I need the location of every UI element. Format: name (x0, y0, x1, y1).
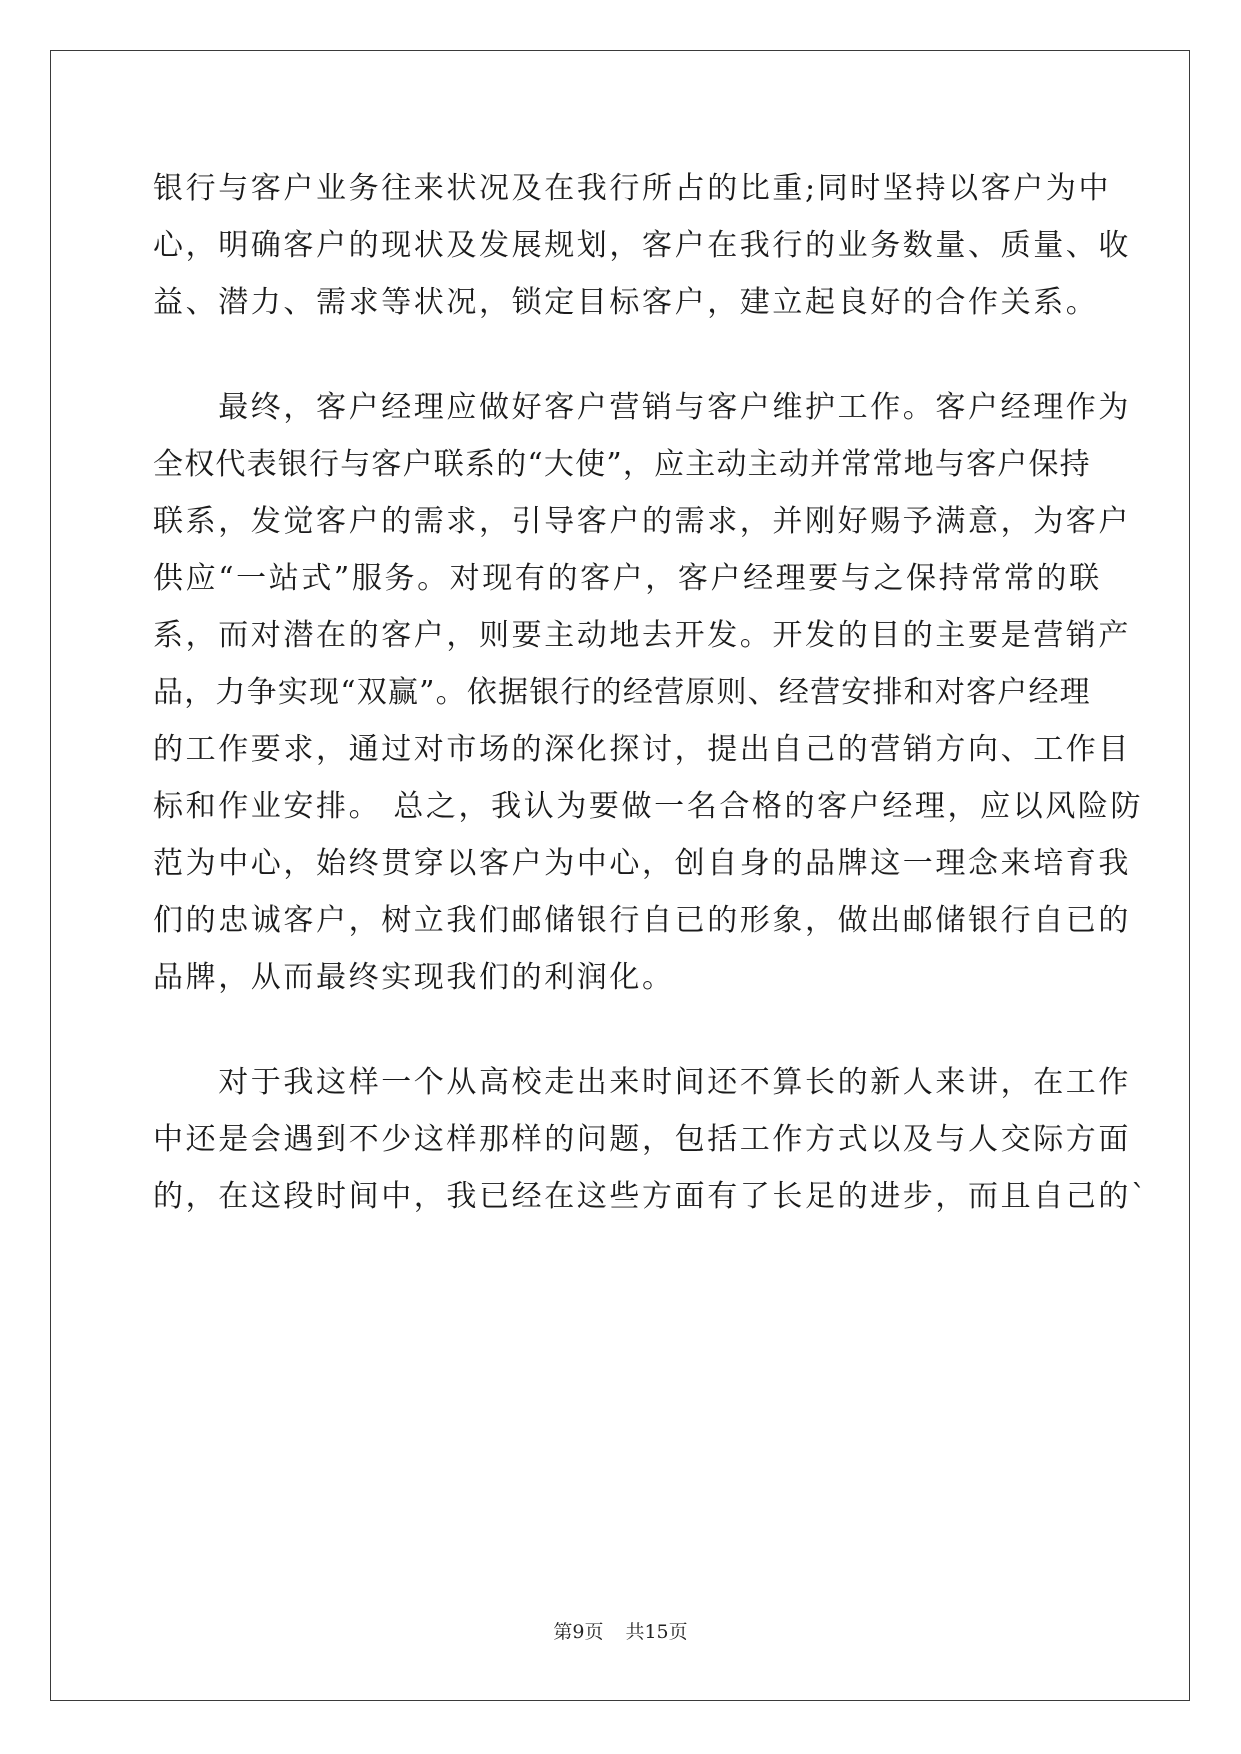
text-line: 供应“一站式”服务。对现有的客户，客户经理要与之保持常常的联 (153, 561, 1102, 596)
page-footer (0, 1620, 1241, 1644)
text-line: 益、潜力、需求等状况，锁定目标客户，建立起良好的合作关系。 (153, 285, 1099, 320)
text-line: 的工作要求，通过对市场的深化探讨，提出自己的营销方向、工作目 (153, 732, 1131, 767)
text-line: 的，在这段时间中，我已经在这些方面有了长足的进步，而且自己的` (153, 1179, 1149, 1214)
text-line: 们的忠诚客户，树立我们邮储银行自已的形象，做出邮储银行自已的 (153, 903, 1131, 938)
page-total: 共15页 (625, 1621, 688, 1643)
text-line: 品牌，从而最终实现我们的利润化。 (153, 960, 675, 995)
text-line: 全权代表银行与客户联系的“大使”，应主动主动并常常地与客户保持 (153, 447, 1091, 482)
paragraph-start-line: 最终，客户经理应做好客户营销与客户维护工作。客户经理作为 (153, 390, 1131, 425)
text-line: 范为中心，始终贯穿以客户为中心，创自身的品牌这一理念来培育我 (153, 846, 1131, 881)
text-line: 系，而对潜在的客户，则要主动地去开发。开发的目的主要是营销产 (153, 618, 1131, 653)
text-line: 标和作业安排。 总之，我认为要做一名合格的客户经理，应以风险防 (153, 789, 1144, 824)
text-line: 联系，发觉客户的需求，引导客户的需求，并刚好赐予满意，为客户 (153, 504, 1131, 539)
text-line: 银行与客户业务往来状况及在我行所占的比重;同时坚持以客户为中 (153, 171, 1112, 206)
text-line: 中还是会遇到不少这样那样的问题，包括工作方式以及与人交际方面 (153, 1122, 1131, 1157)
paragraph-start-line: 对于我这样一个从高校走出来时间还不算长的新人来讲，在工作 (153, 1065, 1131, 1100)
text-line: 品，力争实现“双赢”。依据银行的经营原则、经营安排和对客户经理 (153, 675, 1091, 710)
text-line: 心，明确客户的现状及发展规划，客户在我行的业务数量、质量、收 (153, 228, 1131, 263)
page-number: 第9页 (553, 1621, 604, 1643)
